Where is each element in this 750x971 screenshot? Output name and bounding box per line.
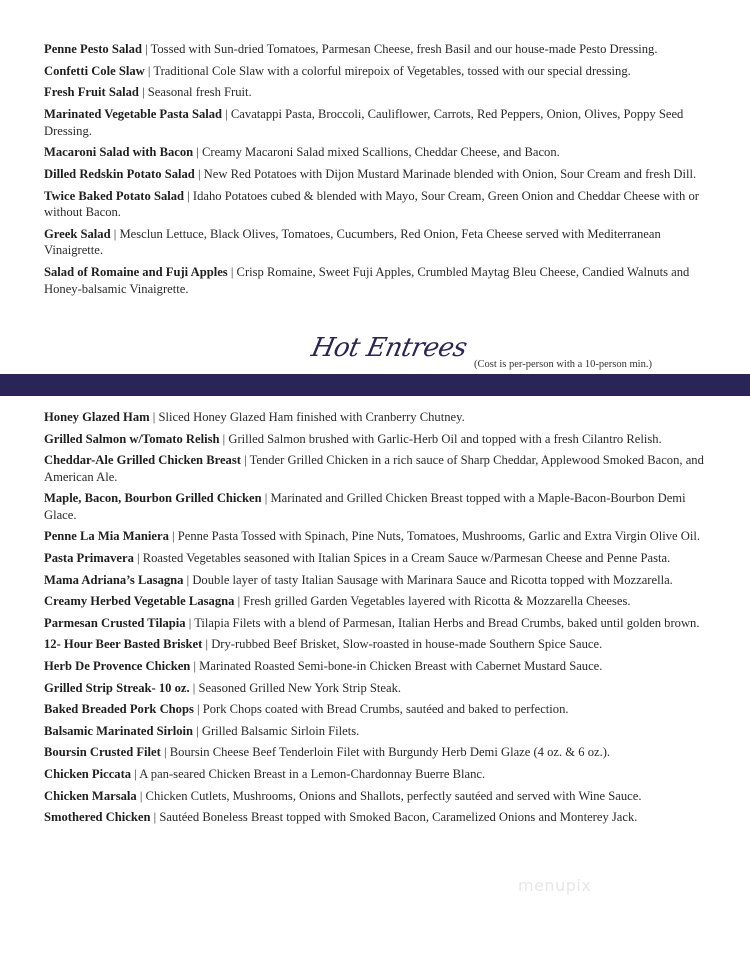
item-description: Traditional Cole Slaw with a colorful mirepoix of Vegetables, tossed with our special dressing. [153,63,631,78]
item-description: New Red Potatoes with Dijon Mustard Marinade blended with Onion, Sour Cream and fresh Dill. [203,166,697,181]
menu-item [44,41,704,58]
separator: | [147,63,151,78]
item-description: A pan-seared Chicken Breast in a Lemon-Chardonnay Buerre Blanc. [139,766,486,781]
item-name: Smothered Chicken [44,810,151,825]
item-description: Cavatappi Pasta, Broccoli, Cauliflower, Carrots, Red Peppers, Onion, Olives, Poppy Seed Dressing. [44,107,684,138]
item-description: Marinated Roasted Semi-bone-in Chicken Breast with Cabernet Mustard Sauce. [199,658,603,673]
item-name: Boursin Crusted Filet [44,745,161,760]
menu-item [44,431,704,448]
item-name: Fresh Fruit Salad [44,85,139,100]
separator: | [137,550,140,565]
item-name: Cheddar-Ale Grilled Chicken Breast [44,453,241,468]
item-description: Roasted Vegetables seasoned with Italian Spices in a Cream Sauce w/Parmesan Cheese and Penne Pasta. [142,550,671,565]
separator: | [187,188,190,203]
item-description: Pork Chops coated with Bread Crumbs, sautéed and baked to perfection. [202,702,569,717]
separator: | [230,265,234,279]
item-description: Seasoned Grilled New York Strip Steak. [198,680,402,695]
item-name: Penne Pesto Salad [44,42,142,56]
hot-entrees-heading [0,333,750,373]
separator: | [164,745,167,760]
item-name: Confetti Cole Slaw [44,63,145,78]
separator: | [186,572,190,587]
separator: | [134,766,137,781]
menu-item [44,550,704,567]
item-name: Twice Baked Potato Salad [44,188,185,203]
separator: | [237,594,241,609]
menu-item [44,658,704,675]
item-description: Boursin Cheese Beef Tenderloin Filet with Burgundy Herb Demi Glaze (4 oz. & 6 oz.). [169,745,611,760]
item-description: Dry-rubbed Beef Brisket, Slow-roasted in house-made Southern Spice Sauce. [211,637,603,652]
item-description: Grilled Balsamic Sirloin Filets. [201,723,360,738]
menu-item [44,226,704,259]
menu-item [44,528,704,545]
separator: | [193,658,197,673]
menu-item [44,744,704,761]
menu-item [44,144,704,161]
item-name: Marinated Vegetable Pasta Salad [44,107,223,122]
separator: | [197,702,200,717]
menu-item [44,615,704,632]
menu-item [44,264,704,297]
item-description: Creamy Macaroni Salad mixed Scallions, Cheddar Cheese, and Bacon. [202,145,560,160]
menu-item [44,166,704,183]
item-description: Double layer of tasty Italian Sausage with Marinara Sauce and Ricotta topped with Mozzarella. [192,572,673,587]
menu-item [44,766,704,783]
cost-note: (Cost is per-person with a 10-person min.) [474,359,652,370]
item-description: Sautéed Boneless Breast topped with Smoked Bacon, Caramelized Onions and Monterey Jack. [159,810,638,825]
item-name: Mama Adriana’s Lasagna [44,572,184,587]
item-description: Seasonal fresh Fruit. [147,85,252,100]
separator: | [264,491,268,506]
item-description: Tossed with Sun-dried Tomatoes, Parmesan Cheese, fresh Basil and our house-made Pesto Dressing. [150,42,658,56]
item-description: Tender Grilled Chicken in a rich sauce of Sharp Cheddar, Applewood Smoked Bacon, and American Ale. [44,453,704,484]
separator: | [142,85,145,100]
item-description: Fresh grilled Garden Vegetables layered with Ricotta & Mozzarella Cheeses. [243,594,631,609]
item-name: Greek Salad [44,226,111,241]
item-name: Herb De Provence Chicken [44,658,191,673]
menu-item [44,572,704,589]
menu-item [44,593,704,610]
item-name: Salad of Romaine and Fuji Apples [44,265,228,279]
item-name: Grilled Salmon w/Tomato Relish [44,431,220,446]
section-title: Hot Entrees [308,333,470,363]
salads-list [44,41,704,302]
menu-item [44,409,704,426]
separator: | [196,145,199,160]
item-name: Dilled Redskin Potato Salad [44,166,195,181]
menu-item [44,701,704,718]
menu-item [44,84,704,101]
item-description: Sliced Honey Glazed Ham finished with Cranberry Chutney. [158,410,465,424]
separator: | [196,723,199,738]
item-name: Creamy Herbed Vegetable Lasagna [44,594,235,609]
separator: | [152,410,156,424]
menu-item [44,636,704,653]
item-description: Marinated and Grilled Chicken Breast topped with a Maple-Bacon-Bourbon Demi Glace. [44,491,686,522]
item-description: Penne Pasta Tossed with Spinach, Pine Nuts, Tomatoes, Mushrooms, Garlic and Extra Virgin Olive Oil. [177,529,701,544]
item-description: Tilapia Filets with a blend of Parmesan, Italian Herbs and Bread Crumbs, baked until golden brown. [194,615,700,630]
item-name: 12- Hour Beer Basted Brisket [44,637,203,652]
item-name: Parmesan Crusted Tilapia [44,615,186,630]
separator: | [192,680,196,695]
separator: | [197,166,201,181]
separator: | [172,529,175,544]
menu-item [44,788,704,805]
item-name: Penne La Mia Maniera [44,529,169,544]
separator: | [225,107,228,122]
menu-item [44,490,704,523]
item-name: Honey Glazed Ham [44,410,150,424]
item-name: Pasta Primavera [44,550,134,565]
separator: | [244,453,247,468]
item-name: Macaroni Salad with Bacon [44,145,194,160]
separator: | [188,615,192,630]
item-name: Chicken Piccata [44,766,132,781]
watermark: menupix [518,876,592,895]
item-description: Crisp Romaine, Sweet Fuji Apples, Crumbled Maytag Bleu Cheese, Candied Walnuts and Honey-balsamic Vinaigrette. [44,265,690,296]
item-description: Chicken Cutlets, Mushrooms, Onions and Shallots, perfectly sautéed and served with Wine Sauce. [145,788,642,803]
separator: | [145,42,148,56]
section-divider-band [0,374,750,396]
item-description: Mesclun Lettuce, Black Olives, Tomatoes, Cucumbers, Red Onion, Feta Cheese served with Mediterranean Vinaigrette. [44,226,661,258]
separator: | [139,788,143,803]
separator: | [222,431,226,446]
entrees-list [44,409,704,831]
menu-item [44,63,704,80]
separator: | [153,810,157,825]
item-name: Baked Breaded Pork Chops [44,702,194,717]
menu-item [44,452,704,485]
item-name: Maple, Bacon, Bourbon Grilled Chicken [44,491,262,506]
item-description: Idaho Potatoes cubed & blended with Mayo, Sour Cream, Green Onion and Cheddar Cheese with or without Bacon. [44,188,699,220]
menu-item [44,723,704,740]
item-name: Grilled Strip Streak- 10 oz. [44,680,190,695]
menu-item [44,809,704,826]
menu-item [44,106,704,139]
menu-item [44,680,704,697]
separator: | [113,226,117,241]
item-name: Chicken Marsala [44,788,137,803]
item-description: Grilled Salmon brushed with Garlic-Herb Oil and topped with a fresh Cilantro Relish. [228,431,662,446]
separator: | [205,637,209,652]
item-name: Balsamic Marinated Sirloin [44,723,194,738]
menu-item [44,188,704,221]
